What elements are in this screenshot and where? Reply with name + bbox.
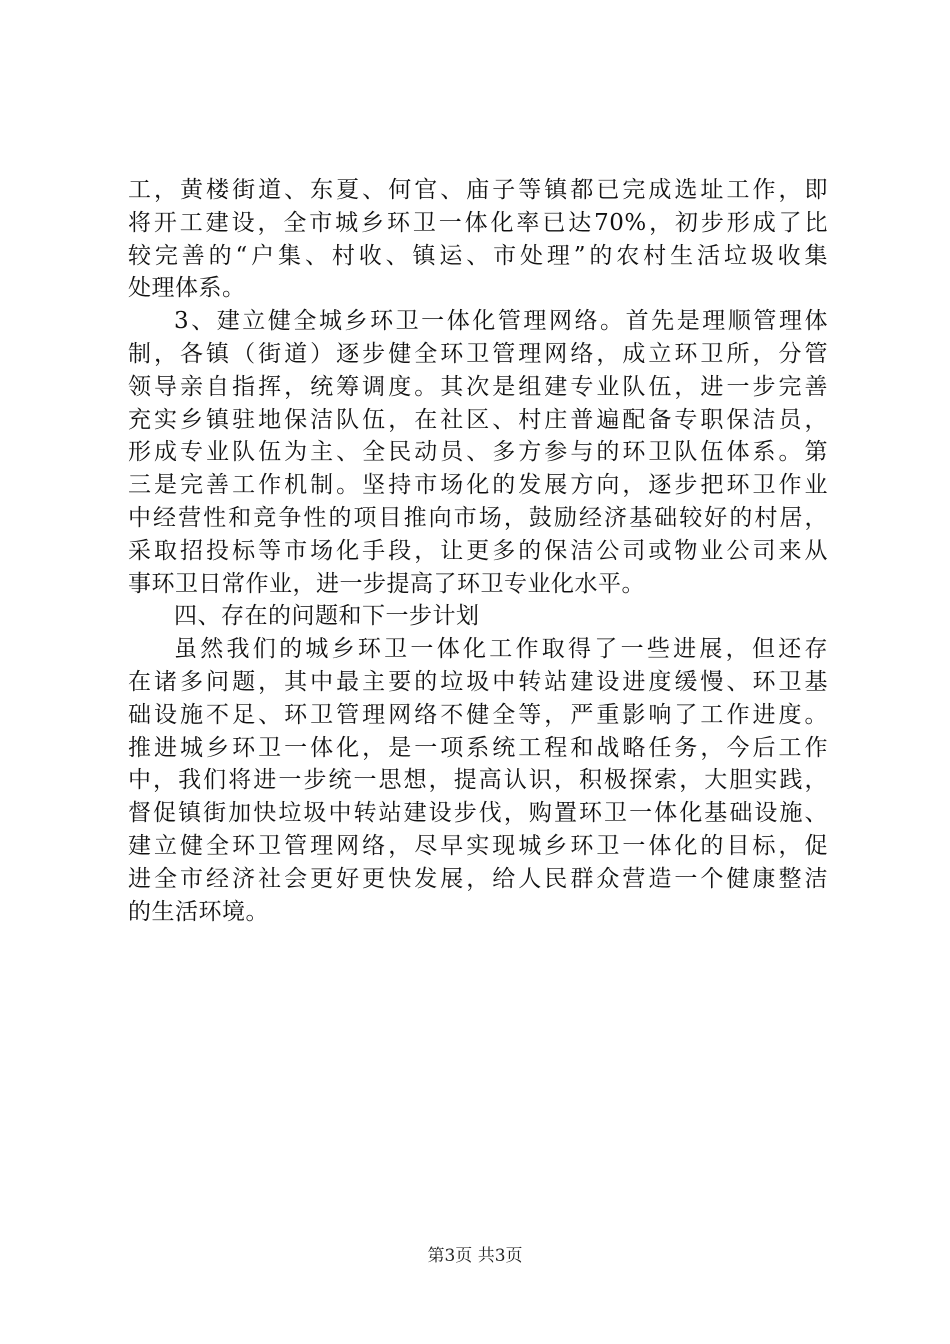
text-line: 将开工建设，全市城乡环卫一体化率已达70%，初步形成了比 [128,209,828,236]
text-line: 中，我们将进一步统一思想，提高认识，积极探索，大胆实践， [128,767,828,794]
text-line: 处理体系。 [128,275,246,302]
paragraph-2 [128,305,828,600]
section-title: 四、存在的问题和下一步计划 [174,603,480,630]
document-body [128,174,828,928]
text-line: 进全市经济社会更好更快发展，给人民群众营造一个健康整洁 [128,865,828,892]
paragraph-3 [128,633,828,928]
page-number-footer: 第3页 共3页 [427,1246,523,1266]
text-line: 建立健全环卫管理网络，尽早实现城乡环卫一体化的目标，促 [128,832,828,859]
text-line: 领导亲自指挥，统筹调度。其次是组建专业队伍，进一步完善 [128,373,828,400]
text-line: 虽然我们的城乡环卫一体化工作取得了一些进展，但还存 [174,636,828,663]
text-line: 充实乡镇驻地保洁队伍，在社区、村庄普遍配备专职保洁员， [128,406,828,433]
text-line: 较完善的“户集、村收、镇运、市处理”的农村生活垃圾收集 [128,242,828,269]
text-line: 三是完善工作机制。坚持市场化的发展方向，逐步把环卫作业 [128,472,828,499]
paragraph-1 [128,174,828,305]
text-line: 形成专业队伍为主、全民动员、多方参与的环卫队伍体系。第 [128,439,828,466]
text-line: 3、建立健全城乡环卫一体化管理网络。首先是理顺管理体 [174,308,828,335]
text-line: 在诸多问题，其中最主要的垃圾中转站建设进度缓慢、环卫基 [128,668,828,695]
text-line: 础设施不足、环卫管理网络不健全等，严重影响了工作进度。 [128,701,828,728]
section-heading [128,600,828,633]
text-line: 的生活环境。 [128,898,269,925]
text-line: 督促镇街加快垃圾中转站建设步伐，购置环卫一体化基础设施、 [128,800,828,827]
text-line: 中经营性和竞争性的项目推向市场，鼓励经济基础较好的村居， [128,504,828,531]
text-line: 事环卫日常作业，进一步提高了环卫专业化水平。 [128,570,645,597]
text-line: 推进城乡环卫一体化，是一项系统工程和战略任务，今后工作 [128,734,828,761]
text-line: 采取招投标等市场化手段，让更多的保洁公司或物业公司来从 [128,537,828,564]
text-line: 制，各镇（街道）逐步健全环卫管理网络，成立环卫所，分管 [128,340,828,367]
text-line: 工，黄楼街道、东夏、何官、庙子等镇都已完成选址工作，即 [128,177,828,203]
